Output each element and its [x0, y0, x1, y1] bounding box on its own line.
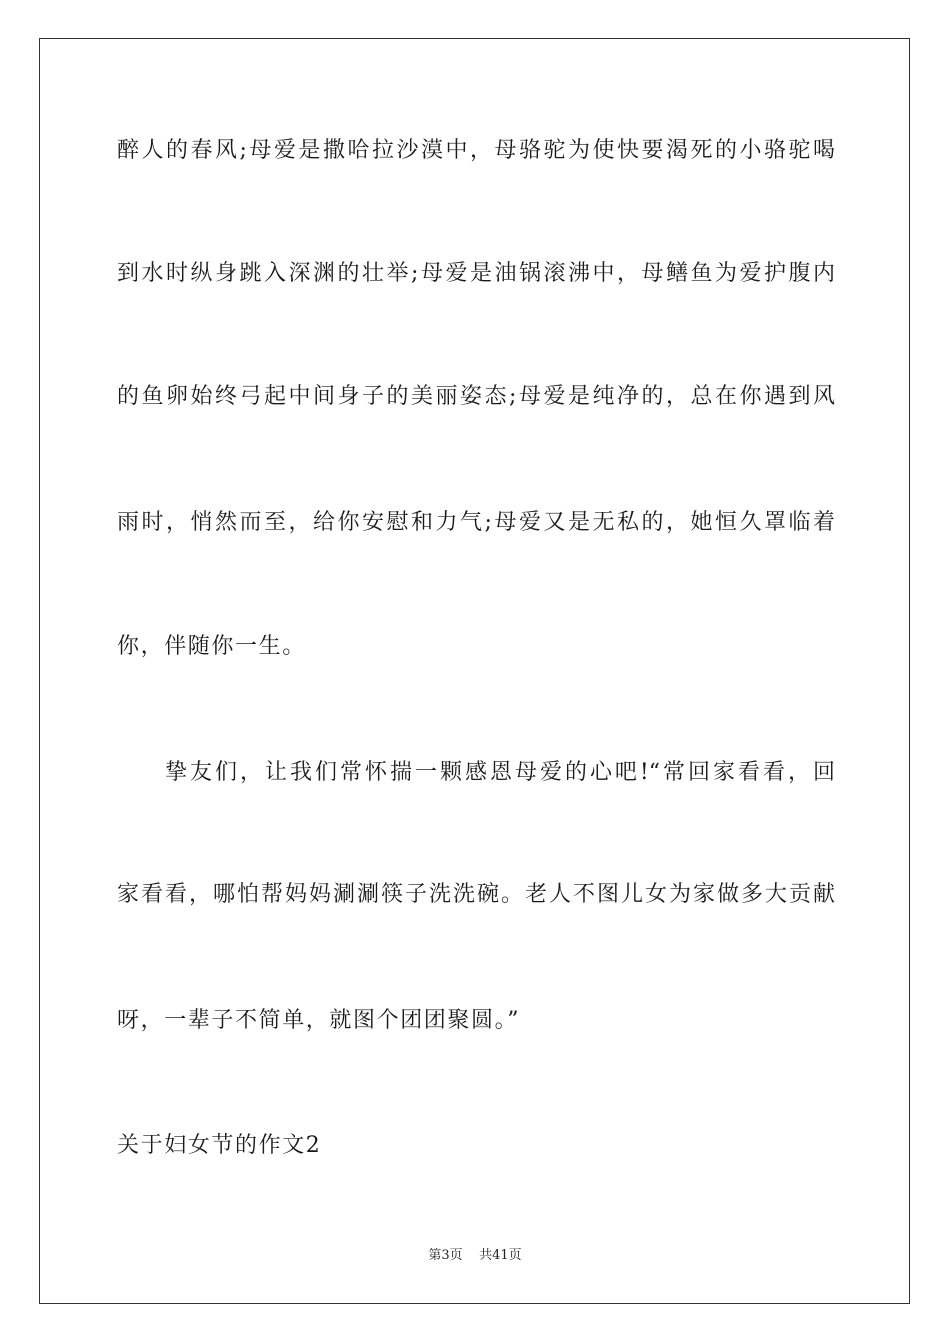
body-line: 的鱼卵始终弓起中间身子的美丽姿态;母爱是纯净的，总在你遇到风: [117, 384, 835, 409]
body-line: 呀，一辈子不简单，就图个团团聚圆。”: [117, 1008, 521, 1033]
page-number: 第3页: [428, 1248, 463, 1263]
page-total: 共41页: [479, 1248, 522, 1263]
section-heading: 关于妇女节的作文2: [117, 1133, 322, 1158]
paragraph-first-line: 挚友们，让我们常怀揣一颗感恩母爱的心吧!“常回家看看，回: [165, 760, 835, 785]
body-line: 你，伴随你一生。: [117, 634, 306, 659]
body-line: 家看看，哪怕帮妈妈涮涮筷子洗洗碗。老人不图儿女为家做多大贡献: [117, 882, 835, 907]
body-line: 到水时纵身跳入深渊的壮举;母爱是油锅滚沸中，母鳝鱼为爱护腹内: [117, 261, 835, 286]
page-footer: [0, 1247, 950, 1265]
page-frame: [39, 38, 910, 1304]
body-line: 醉人的春风;母爱是撒哈拉沙漠中，母骆驼为使快要渴死的小骆驼喝: [117, 138, 835, 163]
body-line: 雨时，悄然而至，给你安慰和力气;母爱又是无私的，她恒久罩临着: [117, 510, 835, 535]
